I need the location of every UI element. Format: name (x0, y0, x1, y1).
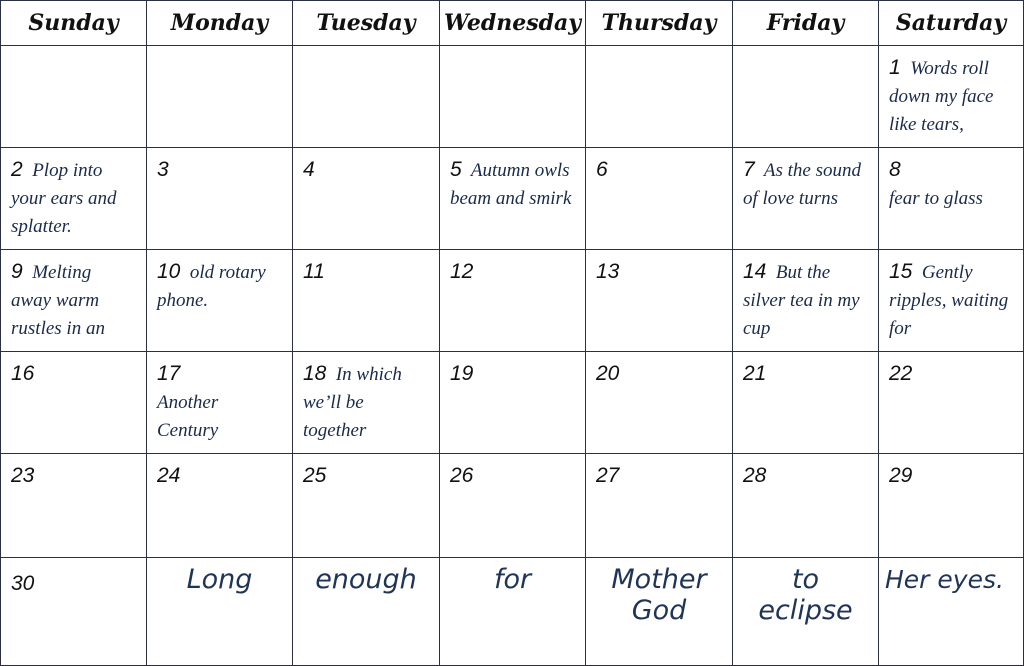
day-number: 9 (11, 260, 23, 283)
day-cell (147, 148, 293, 250)
day-number: 25 (303, 464, 327, 487)
day-number: 6 (596, 158, 608, 181)
day-cell (440, 250, 586, 352)
day-cell (440, 454, 586, 558)
day-cell (733, 352, 879, 454)
week-row (1, 454, 1024, 558)
day-note: old rotary phone. (157, 262, 266, 311)
handwritten-note: Long (186, 564, 253, 595)
day-cell (293, 352, 440, 454)
day-cell (440, 558, 586, 666)
day-cell (440, 46, 586, 148)
handwritten-note: enough (315, 564, 417, 595)
day-cell (879, 46, 1024, 148)
weekday-header-row (1, 1, 1024, 46)
day-note: Another Century (157, 392, 219, 441)
day-cell (293, 558, 440, 666)
week-row (1, 148, 1024, 250)
day-number: 4 (303, 158, 315, 181)
day-cell (1, 558, 147, 666)
day-cell (586, 250, 733, 352)
day-number: 5 (450, 158, 462, 181)
day-cell (733, 46, 879, 148)
weekday-header-sunday: Sunday (1, 1, 147, 46)
day-cell (147, 352, 293, 454)
weekday-header-tuesday: Tuesday (293, 1, 440, 46)
day-cell (293, 250, 440, 352)
day-cell (586, 558, 733, 666)
day-number: 21 (743, 362, 767, 385)
day-cell (586, 454, 733, 558)
day-number: 8 (889, 158, 901, 181)
day-cell (147, 46, 293, 148)
handwritten-note: to eclipse (758, 564, 853, 626)
day-number: 23 (11, 464, 35, 487)
day-cell (1, 352, 147, 454)
day-cell (879, 148, 1024, 250)
day-cell (293, 454, 440, 558)
handwritten-note: Her eyes. (885, 565, 1004, 594)
day-cell (293, 46, 440, 148)
week-row (1, 352, 1024, 454)
day-cell (293, 148, 440, 250)
day-note: As the sound of love turns (743, 160, 861, 209)
day-cell (1, 46, 147, 148)
day-number: 7 (743, 158, 755, 181)
day-cell (586, 148, 733, 250)
day-cell (733, 148, 879, 250)
day-cell (733, 250, 879, 352)
day-cell (879, 352, 1024, 454)
day-note: Melting away warm rustles in an (11, 262, 105, 339)
day-cell (1, 148, 147, 250)
day-number: 13 (596, 260, 620, 283)
week-row (1, 558, 1024, 666)
day-note: Words roll down my face like tears, (889, 58, 994, 135)
day-number: 14 (743, 260, 767, 283)
day-number: 3 (157, 158, 169, 181)
day-cell (440, 148, 586, 250)
day-cell (147, 454, 293, 558)
day-number: 26 (450, 464, 474, 487)
weekday-header-friday: Friday (733, 1, 879, 46)
day-note: Plop into your ears and splatter. (11, 160, 117, 237)
day-cell (733, 454, 879, 558)
day-number: 12 (450, 260, 474, 283)
day-number: 18 (303, 362, 327, 385)
day-note: In which we’ll be together (303, 364, 402, 441)
day-cell (879, 558, 1024, 666)
day-cell (586, 46, 733, 148)
day-number: 19 (450, 362, 474, 385)
handwritten-note: Mother God (611, 564, 707, 626)
day-number: 29 (889, 464, 913, 487)
day-cell (147, 250, 293, 352)
weekday-header-monday: Monday (147, 1, 293, 46)
day-note: Autumn owls beam and smirk (450, 160, 572, 209)
day-cell (440, 352, 586, 454)
weekday-header-thursday: Thursday (586, 1, 733, 46)
day-cell (1, 454, 147, 558)
day-number: 30 (11, 572, 35, 595)
day-number: 1 (889, 56, 901, 79)
day-cell (879, 250, 1024, 352)
day-number: 24 (157, 464, 181, 487)
day-note: But the silver tea in my cup (743, 262, 860, 339)
day-cell (1, 250, 147, 352)
day-number: 20 (596, 362, 620, 385)
week-row (1, 46, 1024, 148)
weekday-header-saturday: Saturday (879, 1, 1024, 46)
handwritten-note: for (493, 564, 532, 595)
day-number: 2 (11, 158, 23, 181)
day-note: fear to glass (889, 188, 983, 209)
day-number: 16 (11, 362, 35, 385)
day-number: 22 (889, 362, 913, 385)
weekday-header-wednesday: Wednesday (440, 1, 586, 46)
day-number: 10 (157, 260, 181, 283)
day-cell (879, 454, 1024, 558)
day-cell (147, 558, 293, 666)
week-row (1, 250, 1024, 352)
day-number: 15 (889, 260, 913, 283)
day-note: Gently ripples, waiting for (889, 262, 1009, 339)
day-number: 17 (157, 362, 181, 385)
day-number: 28 (743, 464, 767, 487)
day-number: 11 (303, 260, 325, 283)
day-cell (586, 352, 733, 454)
day-number: 27 (596, 464, 620, 487)
day-cell (733, 558, 879, 666)
